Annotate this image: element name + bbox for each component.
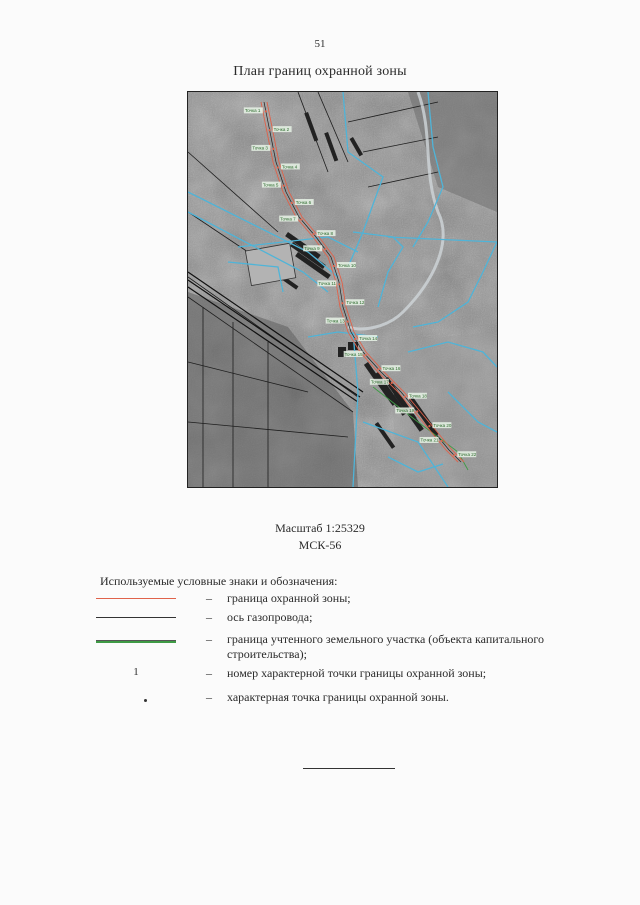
boundary-point-marker (277, 166, 279, 168)
page-title: План границ охранной зоны (233, 64, 407, 79)
boundary-point-marker (453, 454, 455, 456)
boundary-point-marker (428, 425, 430, 427)
boundary-point-marker (404, 396, 406, 398)
point-label: Точка 19 (396, 408, 415, 414)
scale-text: Масштаб 1:25329 (275, 521, 365, 535)
point-label: Точка 1 (244, 108, 261, 114)
legend-item-point (96, 690, 606, 720)
point-label: Точка 10 (337, 262, 356, 268)
legend-dash: – (206, 666, 212, 680)
number-symbol (96, 666, 176, 682)
legend-text: характерная точка границы охранной зоны. (227, 690, 449, 704)
point-label: Точка 11 (318, 281, 337, 287)
point-label: Точка 13 (326, 318, 345, 324)
point-label: Точка 4 (281, 164, 298, 170)
point-label: Точка 18 (408, 393, 427, 399)
coordinate-system-text: МСК-56 (298, 538, 342, 552)
point-label: Точка 8 (317, 230, 334, 236)
boundary-point-marker (416, 410, 418, 412)
map-image (188, 92, 497, 487)
boundary-point-marker (265, 110, 267, 112)
boundary-point-marker (347, 320, 349, 322)
legend-text: ось газопровода; (227, 610, 313, 624)
point-label: Точка 7 (280, 216, 296, 222)
boundary-point-marker (300, 218, 302, 220)
boundary-point-marker (312, 233, 314, 235)
number-symbol-text: 1 (133, 666, 139, 678)
legend-heading: Используемые условные знаки и обозначения: (100, 574, 338, 588)
point-label: Точка 15 (344, 351, 363, 357)
boundary-point-marker (377, 368, 379, 370)
boundary-point-marker (324, 248, 326, 250)
legend-text: граница учтенного земельного участка (объекта капитального строительства); (227, 632, 545, 661)
legend-dash: – (206, 690, 212, 704)
boundary-point-marker (283, 185, 285, 187)
boundary-point-marker (272, 148, 274, 150)
point-label: Точка 16 (382, 365, 401, 371)
point-label: Точка 6 (295, 199, 312, 205)
boundary-point-marker (291, 202, 293, 204)
legend-item-parcel-boundary (96, 632, 606, 662)
signature-line (303, 768, 395, 769)
legend-text: граница охранной зоны; (227, 591, 351, 605)
legend-dash: – (206, 632, 212, 646)
point-label: Точка 3 (252, 145, 268, 151)
boundary-point-marker (354, 338, 356, 340)
boundary-point-marker (341, 302, 343, 304)
boundary-point-marker (365, 354, 367, 356)
boundary-point-marker (391, 382, 393, 384)
red-line-symbol (96, 591, 176, 607)
point-label: Точка 9 (304, 246, 320, 252)
legend-dash: – (206, 591, 212, 605)
point-label: Точка 12 (346, 300, 365, 306)
boundary-point-marker (269, 129, 271, 131)
point-label: Точка 22 (458, 452, 477, 458)
page-number: 51 (314, 38, 326, 50)
boundary-point-marker (338, 283, 340, 285)
protection-zone-map (187, 91, 498, 488)
point-label: Точка 17 (370, 379, 389, 385)
black-line-symbol (96, 610, 176, 626)
point-label: Точка 2 (273, 126, 290, 132)
point-label: Точка 5 (262, 182, 279, 188)
point-label: Точка 14 (359, 335, 378, 341)
dot-symbol (96, 690, 176, 706)
boundary-point-marker (333, 265, 335, 267)
green-line-symbol (96, 632, 176, 648)
boundary-point-marker (440, 440, 442, 442)
point-label: Точка 20 (433, 422, 452, 428)
legend-text: номер характерной точки границы охранной зоны; (227, 666, 487, 680)
legend-dash: – (206, 610, 212, 624)
point-label: Точка 21 (420, 437, 439, 443)
